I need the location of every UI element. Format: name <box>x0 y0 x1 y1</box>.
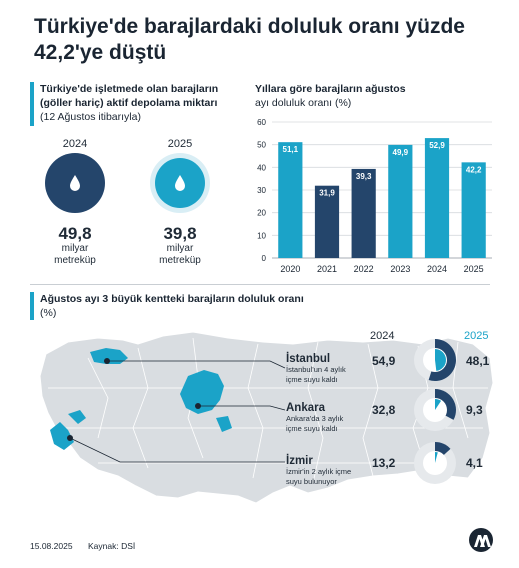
storage-year-2024: 2024 <box>62 138 88 150</box>
city-row-ankara <box>286 402 343 433</box>
storage-unit-2024-line2: metreküp <box>54 255 96 266</box>
bar-value-label: 42,2 <box>465 165 482 175</box>
bar-value-label: 51,1 <box>282 145 299 155</box>
istanbul-leader <box>107 361 285 368</box>
storage-unit-2025-line2: metreküp <box>159 255 201 266</box>
city-name: İstanbul <box>286 353 331 365</box>
x-tick-label: 2023 <box>390 264 411 274</box>
y-tick-label: 0 <box>261 254 266 263</box>
footer-source: Kaynak: DSİ <box>88 541 136 551</box>
page-title: Türkiye'de barajlardaki doluluk oranı yüzde 42,2'ye düştü <box>34 15 465 64</box>
ankara-2025-value: 9,3 <box>466 403 483 417</box>
aa-logo <box>468 527 494 553</box>
storage-year-2025: 2025 <box>167 138 193 150</box>
map-year-2024: 2024 <box>370 330 395 342</box>
ankara-2024-value: 32,8 <box>372 403 396 417</box>
bar-value-label: 52,9 <box>429 141 445 151</box>
city-note-line1: İzmir'in 2 aylık içme <box>286 467 352 476</box>
bar-value-label: 31,9 <box>319 188 335 198</box>
map-year-2025: 2025 <box>464 330 489 342</box>
storage-value-2025: 39,8 <box>163 224 197 243</box>
city-name: İzmir <box>286 455 313 467</box>
city-name: Ankara <box>286 402 325 414</box>
city-note-line1: İstanbul'un 4 aylık <box>286 365 346 374</box>
ankara-leader <box>198 406 285 410</box>
istanbul-2024-value: 54,9 <box>372 354 396 368</box>
bar-value-label: 49,9 <box>392 147 409 157</box>
y-tick-label: 30 <box>257 186 266 195</box>
storage-unit-2024-line1: milyar <box>61 243 89 254</box>
chart-title-1: Yıllara göre barajların ağustos <box>255 83 406 95</box>
left-section-title-1: Türkiye'de işletmede olan barajların <box>40 83 219 95</box>
y-tick-label: 60 <box>257 118 266 127</box>
izmir-2024-value: 13,2 <box>372 456 396 470</box>
x-tick-label: 2024 <box>426 264 448 274</box>
chart-title-2: ayı doluluk oranı (%) <box>255 97 352 109</box>
map-section-title: Ağustos ayı 3 büyük kentteki barajların doluluk oranı <box>40 293 304 305</box>
y-tick-label: 10 <box>257 231 266 241</box>
x-tick-label: 2022 <box>353 264 374 274</box>
city-note-line2: suyu bulunuyor <box>286 476 337 486</box>
left-section-title-2: (göller hariç) aktif depolama miktarı <box>40 97 218 109</box>
footer-date: 15.08.2025 <box>30 541 73 551</box>
izmir-2025-value: 4,1 <box>466 456 483 470</box>
storage-value-2024: 49,8 <box>58 224 92 243</box>
city-note-line1: Ankara'da 3 aylık <box>286 414 344 423</box>
x-tick-label: 2020 <box>280 264 301 274</box>
fill-level-pies <box>405 335 465 485</box>
city-note-line2: içme suyu kaldı <box>286 374 338 384</box>
bar-value-label: 39,3 <box>355 171 372 181</box>
izmir-leader <box>70 438 285 462</box>
city-row-izmir <box>286 455 351 486</box>
city-note-line2: içme suyu kaldı <box>286 423 338 433</box>
x-tick-label: 2025 <box>463 264 484 274</box>
map-section-subtitle: (%) <box>40 307 57 319</box>
y-tick-label: 40 <box>257 163 266 173</box>
y-tick-label: 20 <box>257 208 266 218</box>
istanbul-2025-value: 48,1 <box>466 354 490 368</box>
left-section-subtitle: (12 Ağustos itibarıyla) <box>40 111 141 123</box>
y-tick-label: 50 <box>257 140 266 150</box>
storage-unit-2025-line1: milyar <box>166 243 194 254</box>
x-tick-label: 2021 <box>316 264 338 274</box>
city-row-istanbul <box>286 353 346 384</box>
